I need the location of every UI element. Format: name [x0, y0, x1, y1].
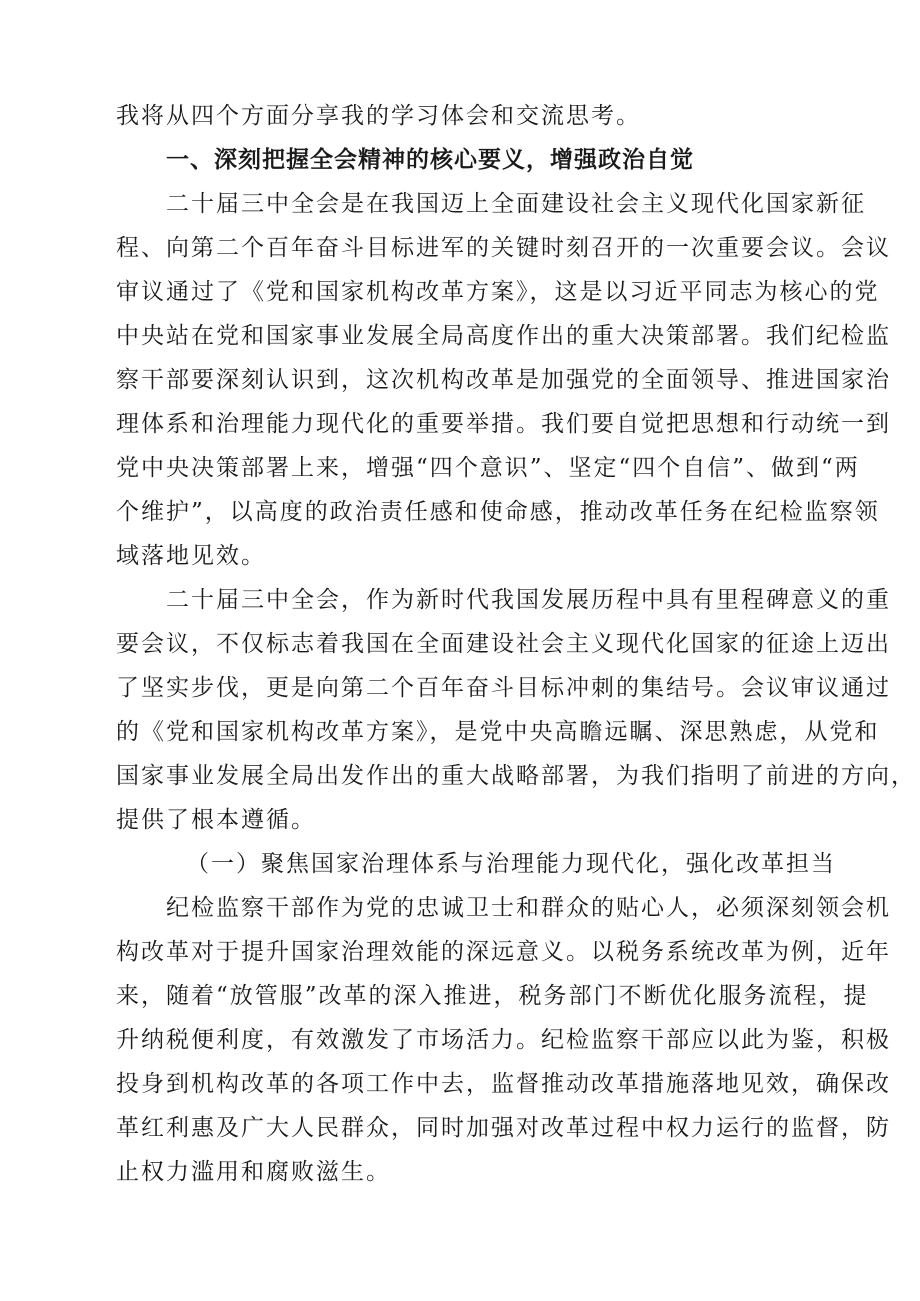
paragraph-line: 二十届三中全会，作为新时代我国发展历程中具有里程碑意义的重: [166, 587, 891, 613]
paragraph-line: 个维护”，以高度的政治责任感和使命感，推动改革任务在纪检监察领: [116, 499, 880, 525]
paragraph-line: 的《党和国家机构改革方案》，是党中央高瞻远瞩、深思熟虑，从党和: [116, 719, 880, 745]
paragraph-line: 二十届三中全会是在我国迈上全面建设社会主义现代化国家新征: [166, 191, 866, 217]
section-heading: 一、深刻把握全会精神的核心要义，增强政治自觉: [166, 147, 694, 173]
intro-line: 我将从四个方面分享我的学习体会和交流思考。: [116, 103, 641, 129]
paragraph-line: 中央站在党和国家事业发展全局高度作出的重大决策部署。我们纪检监: [116, 323, 891, 349]
paragraph-line: 提供了根本遵循。: [116, 807, 316, 833]
paragraph-line: 程、向第二个百年奋斗目标进军的关键时刻召开的一次重要会议。会议: [116, 235, 891, 261]
paragraph-line: 止权力滥用和腐败滋生。: [116, 1159, 391, 1185]
paragraph-line: 投身到机构改革的各项工作中去，监督推动改革措施落地见效，确保改: [116, 1071, 891, 1097]
paragraph-line: 升纳税便利度，有效激发了市场活力。纪检监察干部应以此为鉴，积极: [116, 1027, 891, 1053]
paragraph-line: 构改革对于提升国家治理效能的深远意义。以税务系统改革为例，近年: [116, 939, 891, 965]
paragraph-line: 革红利惠及广大人民群众，同时加强对改革过程中权力运行的监督，防: [116, 1115, 891, 1141]
paragraph-line: 纪检监察干部作为党的忠诚卫士和群众的贴心人，必须深刻领会机: [166, 895, 891, 921]
paragraph-line: 审议通过了《党和国家机构改革方案》，这是以习近平同志为核心的党: [116, 279, 880, 305]
paragraph-line: 要会议，不仅标志着我国在全面建设社会主义现代化国家的征途上迈出: [116, 631, 891, 657]
paragraph-line: 来，随着“放管服”改革的深入推进，税务部门不断优化服务流程，提: [116, 983, 869, 1009]
paragraph-line: 察干部要深刻认识到，这次机构改革是加强党的全面领导、推进国家治: [116, 367, 891, 393]
paragraph-line: 域落地见效。: [116, 543, 266, 569]
paragraph-line: 国家事业发展全局出发作出的重大战略部署，为我们指明了前进的方向，: [116, 763, 916, 789]
subsection-heading: （一）聚焦国家治理体系与治理能力现代化，强化改革担当: [186, 851, 836, 877]
paragraph-line: 理体系和治理能力现代化的重要举措。我们要自觉把思想和行动统一到: [116, 411, 891, 437]
paragraph-line: 党中央决策部署上来，增强“四个意识”、坚定“四个自信”、做到“两: [116, 455, 860, 481]
paragraph-line: 了坚实步伐，更是向第二个百年奋斗目标冲刺的集结号。会议审议通过: [116, 675, 891, 701]
